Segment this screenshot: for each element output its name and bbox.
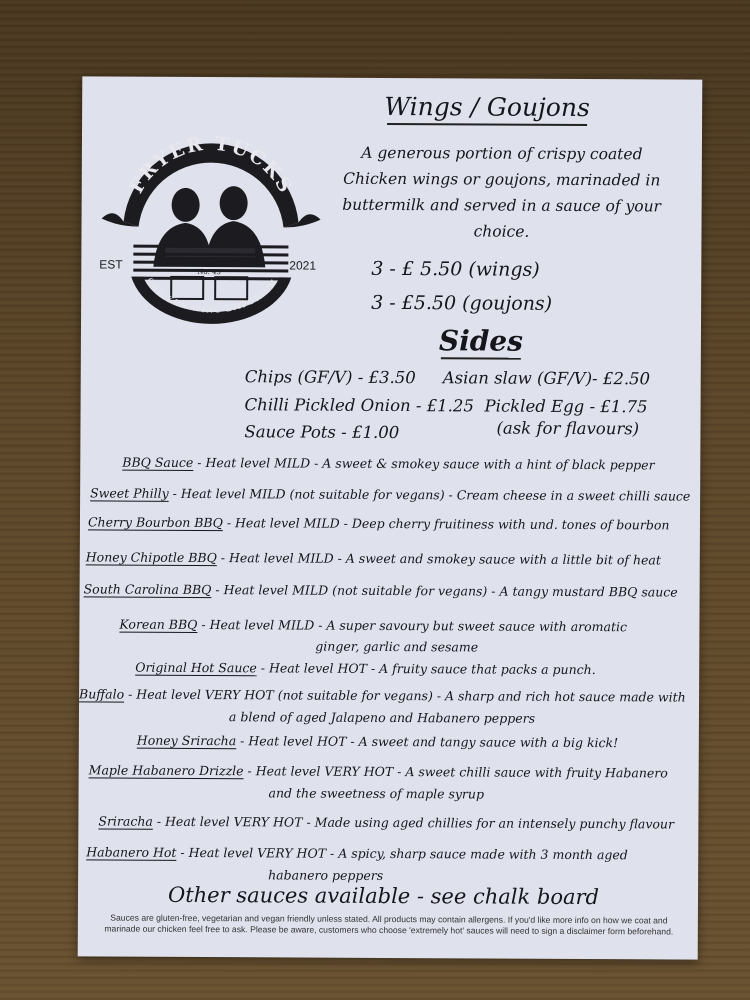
side-item: Chips (GF/V) - £3.50 bbox=[244, 367, 416, 388]
svg-text:CHICKEN WING EMPORIUM: CHICKEN WING EMPORIUM bbox=[144, 276, 280, 315]
side-item: Asian slaw (GF/V)- £2.50 bbox=[442, 368, 651, 389]
sides-title: Sides bbox=[438, 324, 524, 358]
sauce-item: Maple Habanero Drizzle - Heat level VERY HOT - A sweet chilli sauce with fruity Habanero bbox=[88, 762, 668, 781]
title-underline bbox=[387, 123, 587, 126]
sauce-item: Cherry Bourbon BBQ - Heat level MILD - Deep cherry fruitiness with und. tones of bourbon bbox=[87, 514, 670, 533]
sauce-continuation: ginger, garlic and sesame bbox=[315, 638, 479, 655]
sauce-item: Korean BBQ - Heat level MILD - A super savoury but sweet sauce with aromatic bbox=[119, 616, 628, 635]
wings-description: A generous portion of crispy coated Chicken wings or goujons, marinaded in buttermilk and served in a sauce of your choice. bbox=[342, 143, 662, 241]
side-item: Sauce Pots - £1.00 bbox=[244, 422, 400, 443]
allergen-disclaimer: Sauces are gluten-free, vegetarian and vegan friendly unless stated. All products may contain allergens. If you'd like more info on how we coat and marinade our chicken feel free to ask. Please be aware, customers who choose 'extremely hot' sauces will need to sign a disclaimer form beforehand. bbox=[104, 912, 674, 937]
sauce-continuation: habanero peppers bbox=[268, 867, 384, 883]
sauce-item: Original Hot Sauce - Heat level HOT - A fruity sauce that packs a punch. bbox=[135, 659, 596, 678]
wings-title: Wings / Goujons bbox=[372, 92, 602, 126]
price-goujons: 3 - £5.50 (goujons) bbox=[371, 291, 553, 315]
sauce-item: Buffalo - Heat level VERY HOT (not suitable for vegans) - A sharp and rich hot sauce made with bbox=[79, 686, 686, 705]
fryer-tucks-logo bbox=[93, 126, 329, 327]
side-item: Chilli Pickled Onion - £1.25 bbox=[244, 395, 475, 416]
other-sauces-note: Other sauces available - see chalk board bbox=[167, 882, 600, 910]
sauce-item: Honey Sriracha - Heat level HOT - A sweet and tangy sauce with a big kick! bbox=[136, 732, 619, 751]
sauce-continuation: a blend of aged Jalapeno and Habanero peppers bbox=[228, 709, 536, 726]
side-item: (ask for flavours) bbox=[496, 418, 640, 439]
sauce-item: Honey Chipotle BBQ - Heat level MILD - A sweet and smokey sauce with a little bit of heat bbox=[85, 549, 661, 568]
sauce-item: Habanero Hot - Heat level VERY HOT - A spicy, sharp sauce made with 3 month aged bbox=[86, 844, 628, 863]
side-item: Pickled Egg - £1.75 bbox=[484, 396, 648, 417]
svg-text:FRYER TUCKS: FRYER TUCKS bbox=[125, 132, 298, 198]
menu-card bbox=[78, 76, 703, 959]
sauce-item: BBQ Sauce - Heat level MILD - A sweet & smokey sauce with a hint of black pepper bbox=[122, 454, 655, 473]
svg-text:2021: 2021 bbox=[289, 258, 317, 273]
sauce-item: Sweet Philly - Heat level MILD (not suitable for vegans) - Cream cheese in a sweet chilli sauce bbox=[90, 485, 691, 504]
sauce-item: South Carolina BBQ - Heat level MILD (not suitable for vegans) - A tangy mustard BBQ sauce bbox=[83, 581, 678, 600]
sauce-continuation: and the sweetness of maple syrup bbox=[268, 785, 485, 802]
sauce-item: Sriracha - Heat level VERY HOT - Made using aged chillies for an intensely punchy flavour bbox=[98, 813, 675, 832]
svg-text:No. 43: No. 43 bbox=[197, 267, 221, 277]
price-wings: 3 - £ 5.50 (wings) bbox=[371, 257, 540, 281]
svg-text:EST: EST bbox=[99, 257, 123, 272]
